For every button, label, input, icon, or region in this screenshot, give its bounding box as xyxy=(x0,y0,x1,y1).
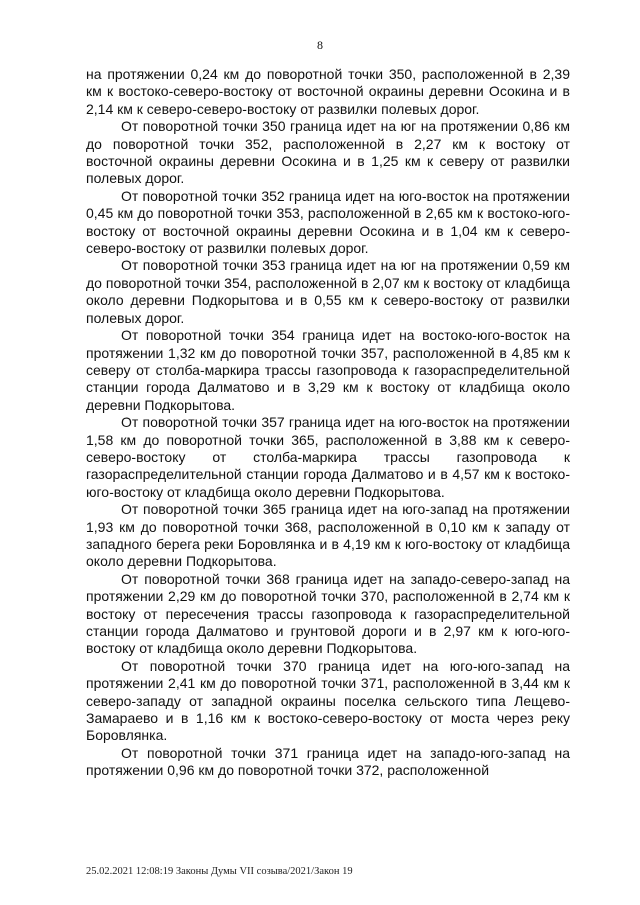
paragraph-point-368: От поворотной точки 368 граница идет на западо-северо-запад на протяжении 2,29 км до поворотной точки 370, расположенной в 2,74 км к востоку от пересечения трассы газопровода к газораспределительной станции города Далматово и грунтовой дороги и в 2,97 км к юго-юго-востоку от кладбища около деревни Подкорытова. xyxy=(86,570,570,657)
paragraph-point-353: От поворотной точки 353 граница идет на юг на протяжении 0,59 км до поворотной точки 354, расположенной в 2,07 км к востоку от кладбища около деревни Подкорытова и в 0,55 км к северо-востоку от развилки полевых дорог. xyxy=(86,257,570,326)
paragraph-point-352: От поворотной точки 352 граница идет на юго-восток на протяжении 0,45 км до поворотной точки 353, расположенной в 2,65 км к востоко-юго-востоку от восточной окраины деревни Осокина и в 1,04 км к северо-северо-востоку от развилки полевых дорог. xyxy=(86,187,570,257)
paragraph-point-350: От поворотной точки 350 граница идет на юг на протяжении 0,86 км до поворотной точки 352, расположенной в 2,27 км к востоку от восточной окраины деревни Осокина и в 1,25 км к северу от развилки полевых дорог. xyxy=(86,118,570,187)
document-body xyxy=(86,66,570,780)
paragraph-continuation: на протяжении 0,24 км до поворотной точки 350, расположенной в 2,39 км к востоко-северо-востоку от восточной окраины деревни Осокина и в 2,14 км к северо-северо-востоку от развилки полевых дорог. xyxy=(86,66,570,117)
paragraph-point-357: От поворотной точки 357 граница идет на юго-восток на протяжении 1,58 км до поворотной точки 365, расположенной в 3,88 км к северо-северо-востоку от столба-маркира трассы газопровода к газораспределительной станции города Далматово и в 4,57 км к востоко-юго-востоку от кладбища около деревни Подкорытова. xyxy=(86,414,570,500)
paragraph-point-371: От поворотной точки 371 граница идет на западо-юго-запад на протяжении 0,96 км до поворотной точки 372, расположенной xyxy=(86,744,570,779)
paragraph-point-354: От поворотной точки 354 граница идет на востоко-юго-восток на протяжении 1,32 км до поворотной точки 357, расположенной в 4,85 км к северу от столба-маркира трассы газопровода к газораспределительной станции города Далматово и в 3,29 км к востоку от кладбища около деревни Подкорытова. xyxy=(86,327,570,413)
page-number: 8 xyxy=(317,38,323,52)
document-footer: 25.02.2021 12:08:19 Законы Думы VII созыва/2021/Закон 19 xyxy=(86,866,353,877)
paragraph-point-365: От поворотной точки 365 граница идет на юго-запад на протяжении 1,93 км до поворотной точки 368, расположенной в 0,10 км к западу от западного берега реки Боровлянка и в 4,19 км к юго-востоку от кладбища около деревни Подкорытова. xyxy=(86,501,570,570)
paragraph-point-370: От поворотной точки 370 граница идет на юго-юго-запад на протяжении 2,41 км до поворотной точки 371, расположенной в 3,44 км к северо-западу от западной окраины поселка сельского типа Лещево-Замараево и в 1,16 км к востоко-северо-востоку от моста через реку Боровлянка. xyxy=(86,657,570,744)
